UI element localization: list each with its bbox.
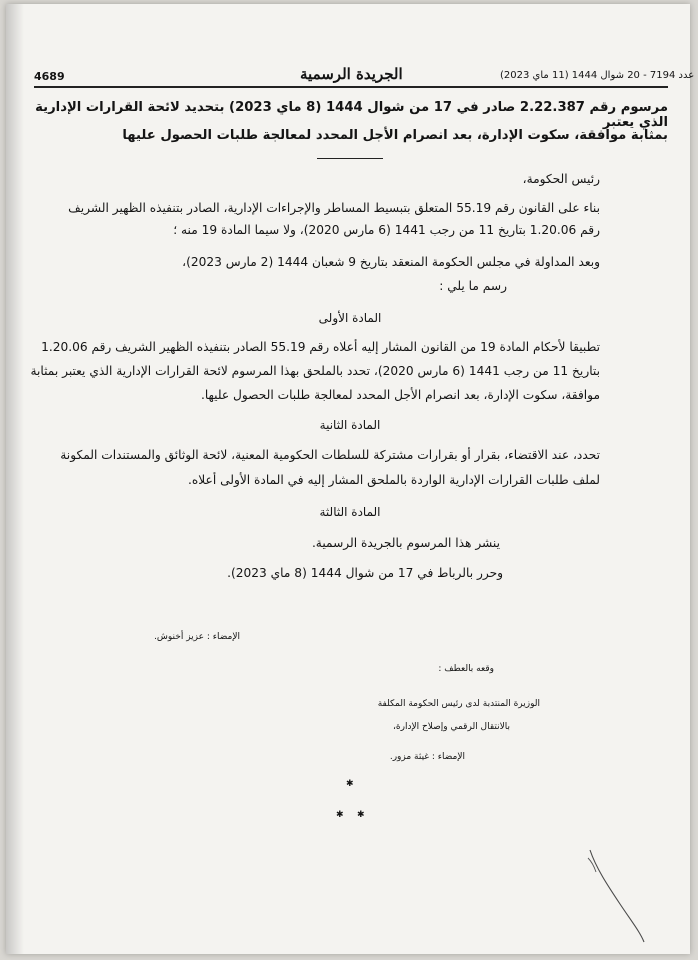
article1-heading: المادة الأولى xyxy=(318,311,382,325)
done-at: وحرر بالرباط في 17 من شوال 1444 (8 ماي 2023). xyxy=(227,566,503,580)
head-of-government: رئيس الحكومة، xyxy=(522,172,600,186)
article1-line2: بتاريخ 11 من رجب 1441 (6 مارس 2020)، تحدد بالملحق بهذا المرسوم لائحة القرارات الإدارية الذي يعتبر بمثابة xyxy=(30,364,600,378)
gazette-name: الجريدة الرسمية xyxy=(300,65,403,83)
article3-heading: المادة الثالثة xyxy=(319,505,381,519)
minister-title-line2: بالانتقال الرقمي وإصلاح الإدارة، xyxy=(392,722,510,732)
article1-line3: موافقة، سكوت الإدارة، بعد انصرام الأجل المحدد لمعالجة طلبات الحصول عليها. xyxy=(200,388,600,402)
article3-line1: ينشر هذا المرسوم بالجريدة الرسمية. xyxy=(311,536,500,550)
article1-line1: تطبيقا لأحكام المادة 19 من القانون المشار إليه أعلاه رقم 55.19 الصادر بتنفيذه الظهير الشريف رقم 1.20.06 xyxy=(41,340,600,354)
star-mark: ✱ xyxy=(346,779,354,789)
preamble-law-line1: بناء على القانون رقم 55.19 المتعلق بتبسيط المساطر والإجراءات الإدارية، الصادر بتنفيذه الظهير الشريف xyxy=(68,201,600,215)
minister-signature: الإمضاء : غيثة مزور. xyxy=(389,752,465,762)
preamble-law-line2: رقم 1.20.06 بتاريخ 11 من رجب 1441 (6 مارس 2020)، ولا سيما المادة 19 منه ؛ xyxy=(173,223,600,237)
preamble-decreed: رسم ما يلي : xyxy=(439,279,507,293)
pen-scribble xyxy=(586,846,650,946)
decree-title-line2: بمثابة موافقة، سكوت الإدارة، بعد انصرام الأجل المحدد لمعالجة طلبات الحصول عليها xyxy=(122,128,668,143)
title-separator xyxy=(317,158,383,159)
article2-line1: تحدد، عند الاقتضاء، بقرار أو بقرارات مشتركة للسلطات الحكومية المعنية، لائحة الوثائق والمستندات المكونة xyxy=(60,448,600,462)
star-mark: ✱ xyxy=(357,810,365,820)
page-number: 4689 xyxy=(34,70,65,83)
star-mark: ✱ xyxy=(336,810,344,820)
preamble-deliberation: وبعد المداولة في مجلس الحكومة المنعقد بتاريخ 9 شعبان 1444 (2 مارس 2023)، xyxy=(182,255,600,269)
article2-line2: لملف طلبات القرارات الإدارية الواردة بالملحق المشار إليه في المادة الأولى أعلاه. xyxy=(188,473,600,487)
article2-heading: المادة الثانية xyxy=(319,418,381,432)
issue-info: عدد 7194 - 20 شوال 1444 (11 ماي 2023) xyxy=(500,70,695,81)
countersigned-label: وقعه بالعطف : xyxy=(438,664,494,674)
signature-prime-minister: الإمضاء : عزيز أخنوش. xyxy=(154,632,240,642)
header-rule xyxy=(34,86,668,88)
minister-title-line1: الوزيرة المنتدبة لدى رئيس الحكومة المكلفة xyxy=(377,699,540,709)
decree-title-line1: مرسوم رقم 2.22.387 صادر في 17 من شوال 1444 (8 ماي 2023) بتحديد لائحة القرارات الإدارية الذي يعتبر xyxy=(35,100,668,130)
